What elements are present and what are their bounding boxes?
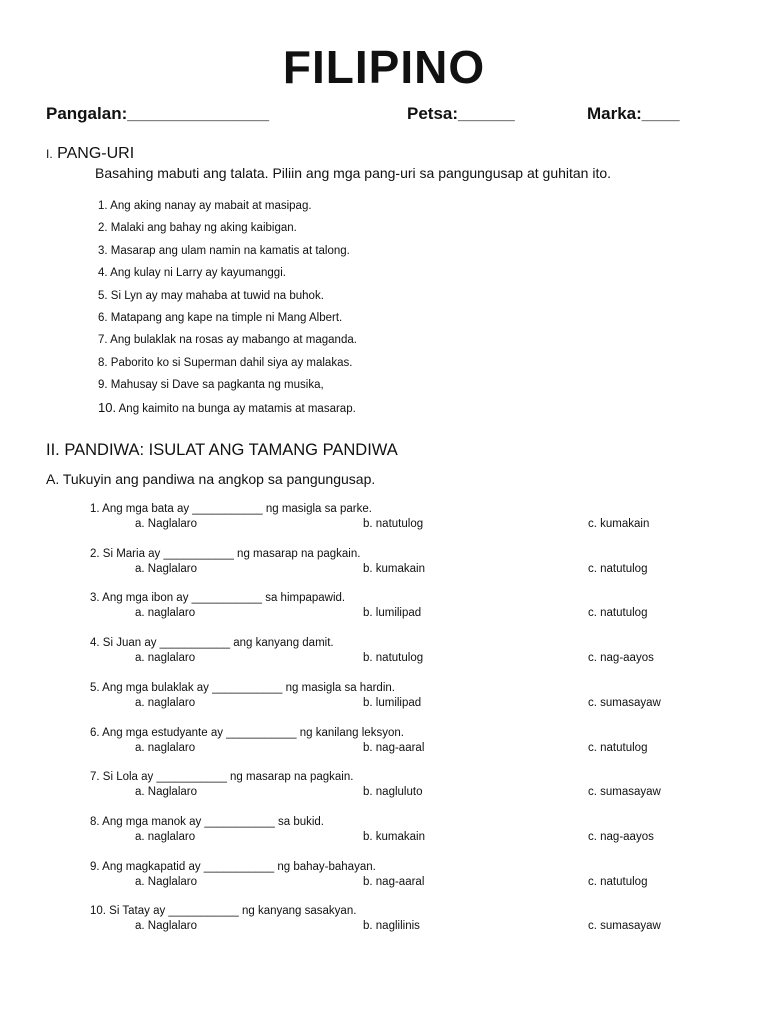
list-item [98,242,357,264]
question-stem: 1. Ang mga bata ay ___________ ng masigla sa parke. [90,503,372,515]
list-item-number: 7. [98,334,108,347]
list-item [98,219,357,241]
question-item [90,860,690,890]
question-stem: 10. Si Tatay ay ___________ ng kanyang sasakyan. [90,905,357,918]
question-stem: 3. Ang mga ibon ay ___________ sa himpapawid. [90,592,346,605]
list-item-number: 9. [98,379,108,392]
question-stem: 8. Ang mga manok ay ___________ sa bukid. [90,815,325,828]
choice-b: b. lumilipad [363,607,422,620]
choice-b: b. nag-aaral [363,741,425,754]
answer-choices [90,785,690,800]
section1-heading [46,145,134,163]
list-item-text: Si Lyn ay may mahaba at tuwid na buhok. [110,289,324,302]
list-item-number: 4. [98,267,108,280]
list-item-number: 6. [98,311,108,324]
choice-c: c. nag-aayos [588,652,654,665]
page-title: FILIPINO [282,41,486,93]
choice-a: a. naglalaro [135,830,196,843]
section1-instruction: Basahing mabuti ang talata. Piliin ang mga pang-uri sa pangungusap at guhitan ito. [95,165,612,181]
section1-title: PANG-URI [57,145,135,162]
list-item-text: Matapang ang kape na timple ni Mang Albert. [110,311,343,324]
question-stem: 5. Ang mga bulaklak ay ___________ ng masigla sa hardin. [90,681,395,694]
choice-a: a. naglalaro [135,607,196,620]
choice-a: a. Naglalaro [135,786,198,799]
adjective-sentence-list [98,197,357,421]
choice-c: c. natutulog [588,875,648,888]
question-item [90,770,690,800]
question-stem: 6. Ang mga estudyante ay ___________ ng kanilang leksyon. [90,726,404,739]
choice-c: c. sumasayaw [588,696,661,709]
choice-b: b. kumakain [363,562,426,575]
list-item-text: Masarap ang ulam namin na kamatis at talong. [110,244,350,257]
question-item [90,681,690,711]
list-item [98,354,357,376]
choice-c: c. natutulog [588,607,648,620]
list-item-number: 1. [98,200,108,212]
answer-choices [90,919,690,934]
choice-a: a. Naglalaro [135,920,198,933]
name-field-label: Pangalan:_______________ [46,104,270,123]
choice-a: a. naglalaro [135,741,196,754]
choice-b: b. naglilinis [363,920,420,933]
choice-c: c. natutulog [588,741,648,754]
choice-b: b. natutulog [363,518,424,530]
question-item [90,815,690,845]
date-field-label: Petsa:______ [407,104,515,123]
question-item [90,904,690,934]
question-stem: 4. Si Juan ay ___________ ang kanyang damit. [90,637,334,650]
choice-b: b. natutulog [363,652,424,665]
list-item-number: 5. [98,289,108,302]
choice-b: b. kumakain [363,830,426,843]
list-item-text: Paborito ko si Superman dahil siya ay malakas. [110,356,353,369]
answer-choices [90,830,690,845]
section2-instruction: A. Tukuyin ang pandiwa na angkop sa pangungusap. [46,471,376,487]
choice-c: c. sumasayaw [588,920,661,933]
list-item-number: 8. [98,356,108,369]
list-item-number: 3. [98,244,108,257]
list-item [98,197,357,219]
choice-a: a. naglalaro [135,696,196,709]
choice-c: c. natutulog [588,562,648,575]
question-item [90,547,690,577]
list-item [98,264,357,286]
choice-c: c. sumasayaw [588,786,661,799]
choice-a: a. Naglalaro [135,875,198,888]
list-item [98,287,357,309]
list-item-text: Ang aking nanay ay mabait at masipag. [110,200,312,212]
answer-choices [90,651,690,666]
answer-choices [90,875,690,890]
choice-b: b. nagluluto [363,786,423,799]
question-item [90,636,690,666]
question-item [90,502,690,532]
list-item-text: Ang kulay ni Larry ay kayumanggi. [110,267,286,280]
score-field-label: Marka:____ [587,104,680,123]
question-stem: 2. Si Maria ay ___________ ng masarap na pagkain. [90,547,361,560]
answer-choices [90,517,690,532]
choice-a: a. Naglalaro [135,518,198,530]
choice-a: a. naglalaro [135,652,196,665]
list-item [98,309,357,331]
question-item [90,726,690,756]
list-item-number: 10. [98,399,117,415]
choice-c: c. kumakain [588,518,650,530]
choice-c: c. nag-aayos [588,830,654,843]
list-item [98,376,357,398]
answer-choices [90,696,690,711]
choice-a: a. Naglalaro [135,562,198,575]
choice-b: b. nag-aaral [363,875,425,888]
answer-choices [90,562,690,577]
list-item-text: Ang kaimito na bunga ay matamis at masarap. [118,402,356,415]
question-stem: 9. Ang magkapatid ay ___________ ng bahay-bahayan. [90,860,376,873]
question-item [90,591,690,621]
list-item [98,399,357,421]
answer-choices [90,606,690,621]
question-stem: 7. Si Lola ay ___________ ng masarap na pagkain. [90,771,354,784]
answer-choices [90,741,690,756]
list-item-text: Ang bulaklak na rosas ay mabango at maganda. [110,334,357,347]
section2-title: II. PANDIWA: ISULAT ANG TAMANG PANDIWA [46,441,398,459]
section1-number: I. [46,147,53,161]
list-item-text: Mahusay si Dave sa pagkanta ng musika, [110,379,324,392]
list-item-number: 2. [98,222,108,235]
list-item [98,331,357,353]
choice-b: b. lumilipad [363,696,422,709]
list-item-text: Malaki ang bahay ng aking kaibigan. [110,222,297,235]
